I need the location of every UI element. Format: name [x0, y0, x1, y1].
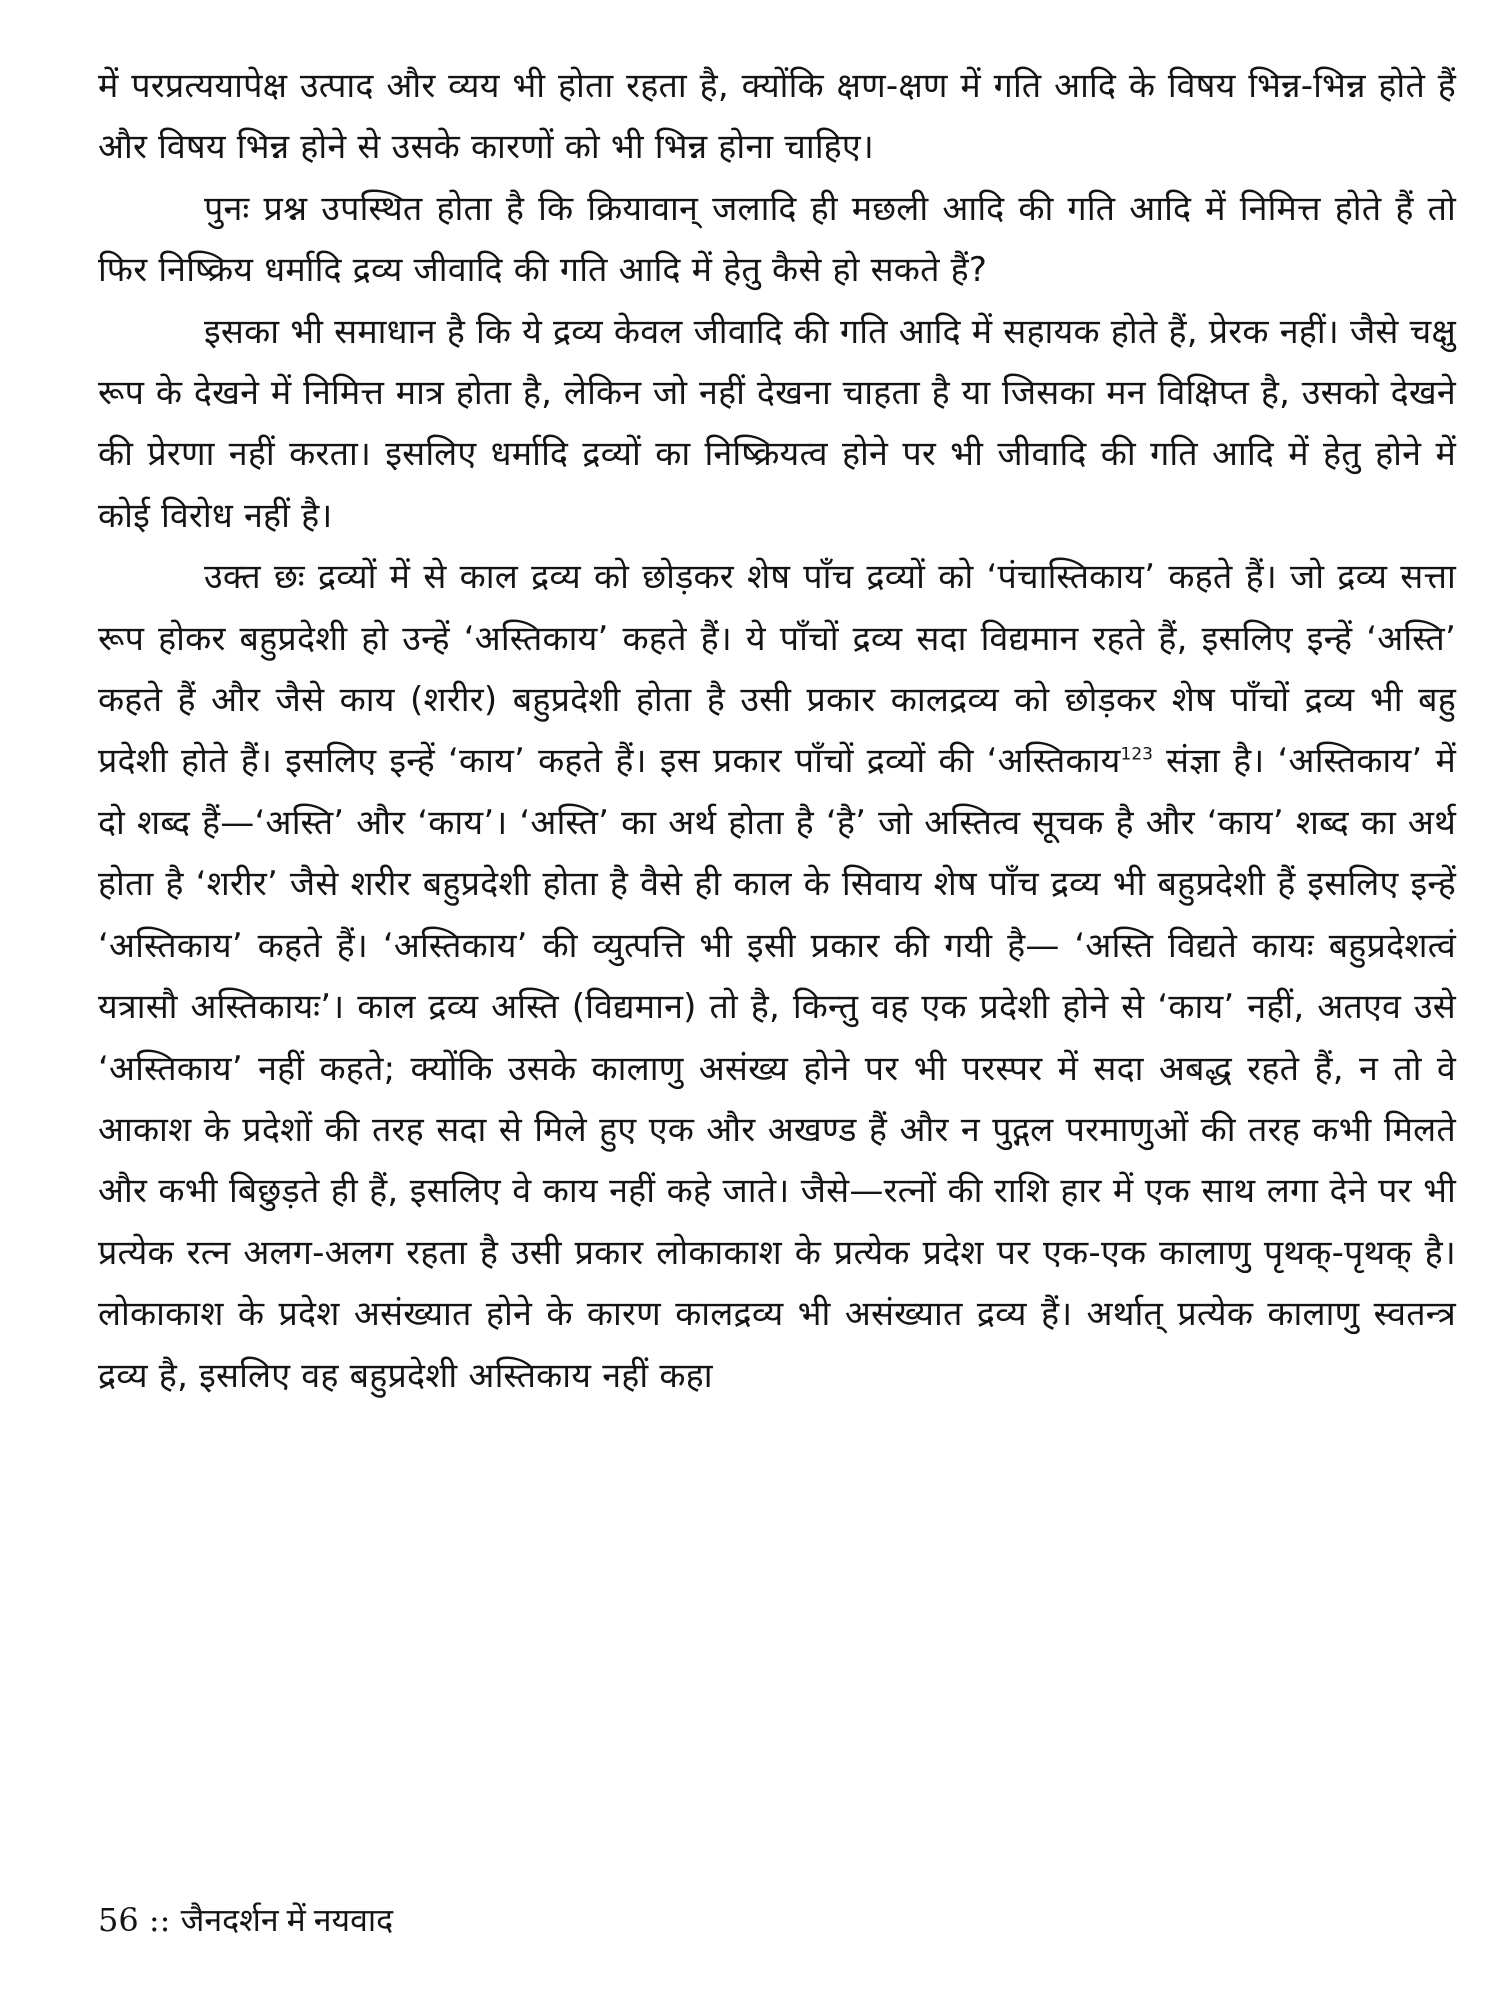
paragraph-4-text-b: संज्ञा है। ‘अस्तिकाय’ में दो शब्द हैं—‘अस्ति’ और ‘काय’। ‘अस्ति’ का अर्थ होता है ‘है’ जो अस्तित्व सूचक है और ‘काय’ शब्द का अर्थ होता है ‘शरीर’ जैसे शरीर बहुप्रदेशी होता है वैसे ही काल के सिवाय शेष पाँच द्रव्य भी बहुप्रदेशी हैं इसलिए इन्हें ‘अस्तिकाय’ कहते हैं। ‘अस्तिकाय’ की व्युत्पत्ति भी इसी प्रकार की गयी है— ‘अस्ति विद्यते कायः बहुप्रदेशत्वं यत्रासौ अस्तिकायः’। काल द्रव्य अस्ति (विद्यमान) तो है, किन्तु वह एक प्रदेशी होने से ‘काय’ नहीं, अतएव उसे ‘अस्तिकाय’ नहीं कहते; क्योंकि उसके कालाणु असंख्य होने पर भी परस्पर में सदा अबद्ध रहते हैं, न तो वे आकाश के प्रदेशों की तरह सदा से मिले हुए एक और अखण्ड हैं और न पुद्गल परमाणुओं की तरह कभी मिलते और कभी बिछुड़ते ही हैं, इसलिए वे काय नहीं कहे जाते। जैसे—रत्नों की राशि हार में एक साथ लगा देने पर भी प्रत्येक रत्न अलग-अलग रहता है उसी प्रकार लोकाकाश के प्रत्येक प्रदेश पर एक-एक कालाणु पृथक्-पृथक् है। लोकाकाश के प्रदेश असंख्यात होने के कारण कालद्रव्य भी असंख्यात द्रव्य हैं। अर्थात् प्रत्येक कालाणु स्वतन्त्र द्रव्य है, इसलिए वह बहुप्रदेशी अस्तिकाय नहीं कहा	[98, 741, 1456, 1396]
paragraph-2: पुनः प्रश्न उपस्थित होता है कि क्रियावान् जलादि ही मछली आदि की गति आदि में निमित्त होते हैं तो फिर निष्क्रिय धर्मादि द्रव्य जीवादि की गति आदि में हेतु कैसे हो सकते हैं?	[98, 188, 1456, 291]
paragraph-1: में परप्रत्ययापेक्ष उत्पाद और व्यय भी होता रहता है, क्योंकि क्षण-क्षण में गति आदि के विषय भिन्न-भिन्न होते हैं और विषय भिन्न होने से उसके कारणों को भी भिन्न होना चाहिए।	[98, 66, 1456, 168]
page-footer	[98, 1900, 393, 1940]
footnote-marker: 123	[1120, 745, 1153, 766]
page-number: 56	[98, 1901, 139, 1939]
paragraph-4	[98, 547, 1456, 1407]
book-title: जैनदर्शन में नयवाद	[180, 1902, 394, 1938]
footer-separator: ::	[138, 1901, 181, 1939]
paragraph-3: इसका भी समाधान है कि ये द्रव्य केवल जीवादि की गति आदि में सहायक होते हैं, प्रेरक नहीं। जैसे चक्षु रूप के देखने में निमित्त मात्र होता है, लेकिन जो नहीं देखना चाहता है या जिसका मन विक्षिप्त है, उसको देखने की प्रेरणा नहीं करता। इसलिए धर्मादि द्रव्यों का निष्क्रियत्व होने पर भी जीवादि की गति आदि में हेतु होने में कोई विरोध नहीं है।	[98, 311, 1456, 536]
paragraph-4-text-a: उक्त छः द्रव्यों में से काल द्रव्य को छोड़कर शेष पाँच द्रव्यों को ‘पंचास्तिकाय’ कहते हैं। जो द्रव्य सत्ता रूप होकर बहुप्रदेशी हो उन्हें ‘अस्तिकाय’ कहते हैं। ये पाँचों द्रव्य सदा विद्यमान रहते हैं, इसलिए इन्हें ‘अस्ति’ कहते हैं और जैसे काय (शरीर) बहुप्रदेशी होता है उसी प्रकार कालद्रव्य को छोड़कर शेष पाँचों द्रव्य भी बहु प्रदेशी होते हैं। इसलिए इन्हें ‘काय’ कहते हैं। इस प्रकार पाँचों द्रव्यों की ‘अस्तिकाय	[98, 557, 1456, 782]
